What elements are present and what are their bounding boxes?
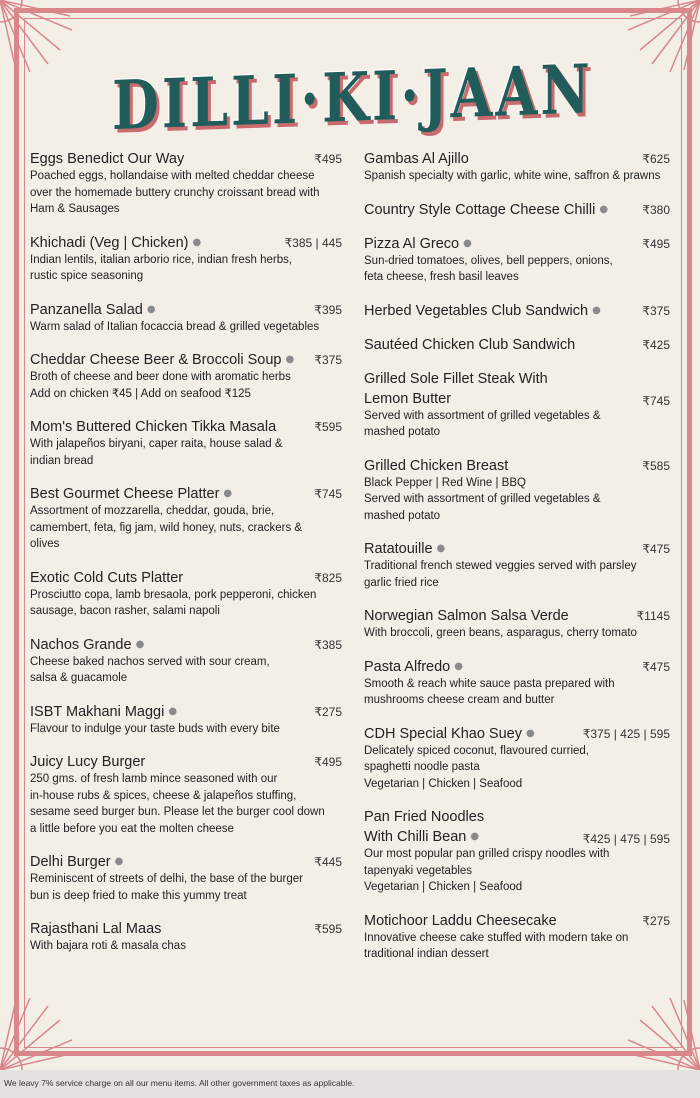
menu-item-name-block <box>30 483 232 503</box>
menu-item-description: With broccoli, green beans, asparagus, cherry tomato <box>364 627 637 639</box>
menu-item-description: Vegetarian | Chicken | Seafood <box>364 777 523 790</box>
menu-item-price: ₹395 <box>314 302 342 317</box>
menu-item-name-block <box>30 232 201 252</box>
menu-item-header <box>30 349 342 369</box>
menu-item-price: ₹385 <box>314 637 342 652</box>
menu-item-name: Panzanella Salad <box>30 301 143 318</box>
veg-dot-icon: ● <box>168 705 178 717</box>
menu-item-name-block <box>30 751 145 771</box>
menu-item-name-block <box>364 656 463 676</box>
menu-item-name: Grilled Sole Fillet Steak With <box>364 370 548 387</box>
menu-item-header <box>364 656 670 676</box>
menu-item-header <box>30 634 342 654</box>
menu-item-description: Reminiscent of streets of delhi, the base of the burger <box>30 873 303 885</box>
menu-item-name: Herbed Vegetables Club Sandwich <box>364 302 589 319</box>
menu-item <box>30 349 342 402</box>
menu-item-description: spaghetti noodle pasta <box>364 761 480 773</box>
menu-item-description: Served with assortment of grilled vegetables & <box>364 409 601 422</box>
menu-item-description: olives <box>30 538 60 550</box>
veg-dot-icon: ● <box>436 543 446 554</box>
menu-item-description: Poached eggs, hollandaise with melted cheddar cheese <box>30 170 315 182</box>
sunburst-corner-icon <box>0 0 72 72</box>
menu-item-name: Pasta Alfredo <box>364 658 451 675</box>
veg-dot-icon: ● <box>592 304 601 316</box>
menu-item-name: Country Style Cottage Cheese Chilli <box>364 201 596 218</box>
menu-item-description: With jalapeños biryani, caper raita, house salad & <box>30 438 283 450</box>
menu-item-name-block <box>30 701 177 721</box>
menu-item-name: Delhi Burger <box>30 854 111 870</box>
menu-item-name: Pan Fried Noodles <box>364 809 485 825</box>
menu-item-description: Warm salad of Italian focaccia bread & grilled vegetables <box>30 320 320 333</box>
menu-item-description: 250 gms. of fresh lamb mince seasoned with our <box>30 773 278 785</box>
menu-item <box>364 723 670 793</box>
menu-item-header <box>30 483 342 503</box>
menu-item-description: bun is deep fried to make this yummy treat <box>30 889 247 902</box>
menu-item <box>364 538 670 591</box>
menu-item-header <box>30 232 342 252</box>
menu-item-name-block <box>364 605 569 625</box>
menu-item <box>30 416 342 469</box>
veg-dot-icon: ● <box>599 203 609 215</box>
menu-item-name-block <box>30 634 144 654</box>
menu-item-description: sesame seed burger bun. Please let the burger cool down <box>30 806 325 818</box>
menu-item-header <box>30 851 342 871</box>
veg-dot-icon: ● <box>114 856 124 867</box>
menu-item-price: ₹475 <box>642 659 670 674</box>
menu-item-price: ₹275 <box>642 913 670 928</box>
menu-item-price: ₹745 <box>642 393 670 408</box>
menu-item-name: Eggs Benedict Our Way <box>30 151 185 167</box>
menu-item-description: Vegetarian | Chicken | Seafood <box>364 881 523 893</box>
menu-item-description: Assortment of mozzarella, cheddar, gouda, brie, <box>30 505 275 517</box>
menu-item-name-block <box>364 300 601 320</box>
menu-item-price: ₹495 <box>642 236 670 251</box>
menu-item-header <box>364 910 670 930</box>
menu-item <box>364 455 670 525</box>
menu-item-name: Khichadi (Veg | Chicken) <box>30 234 189 251</box>
menu-item-description: Add on chicken ₹45 | Add on seafood ₹125 <box>30 387 251 400</box>
menu-item-header <box>30 701 342 721</box>
menu-item <box>364 334 670 354</box>
sunburst-corner-icon <box>628 0 700 72</box>
menu-item-header <box>30 918 342 938</box>
menu-item-name-line2: With Chilli Bean <box>364 829 467 845</box>
menu-item-description: Ham & Sausages <box>30 203 120 215</box>
menu-item-name-block <box>364 233 472 253</box>
menu-item-price: ₹375 | 425 | 595 <box>582 726 670 741</box>
veg-dot-icon: ● <box>223 488 233 499</box>
menu-item-name-block <box>364 910 557 930</box>
menu-item-price: ₹495 <box>314 152 342 166</box>
menu-item-description: Our most popular pan grilled crispy noodles with <box>364 848 610 860</box>
menu-item-header <box>364 300 670 320</box>
menu-item-name: Nachos Grande <box>30 636 132 653</box>
menu-item-header <box>30 567 342 587</box>
menu-item-description: Broth of cheese and beer done with aromatic herbs <box>30 371 291 383</box>
veg-dot-icon: ● <box>525 727 535 739</box>
menu-item-name: ISBT Makhani Maggi <box>30 703 165 720</box>
menu-item-name: Mom's Buttered Chicken Tikka Masala <box>30 419 277 435</box>
menu-item-price: ₹1145 <box>636 609 670 623</box>
menu-item-name: Grilled Chicken Breast <box>364 457 509 474</box>
menu-item-name-block <box>30 416 276 436</box>
menu-column-right <box>364 148 670 977</box>
menu-item-description: camembert, feta, fig jam, wild honey, nuts, crackers & <box>30 521 303 534</box>
menu-item <box>364 300 670 320</box>
menu-item-price: ₹595 <box>314 922 342 936</box>
veg-dot-icon: ● <box>463 237 472 249</box>
menu-item-name-block <box>364 148 469 168</box>
menu-item-price: ₹445 <box>314 855 342 869</box>
menu-item-name-block <box>364 723 535 743</box>
menu-item <box>30 299 342 336</box>
menu-item-name-block <box>364 334 575 354</box>
menu-item-name: Exotic Cold Cuts Platter <box>30 569 184 586</box>
menu-item-price: ₹385 | 445 <box>284 235 342 250</box>
menu-item-name: Norwegian Salmon Salsa Verde <box>364 608 569 624</box>
menu-item-description: Spanish specialty with garlic, white wine, saffron & prawns <box>364 170 661 182</box>
menu-item-price: ₹275 <box>314 704 342 719</box>
menu-item <box>364 148 670 185</box>
menu-item-description: salsa & guacamole <box>30 672 128 684</box>
menu-item <box>30 634 342 687</box>
menu-title <box>112 48 593 146</box>
veg-dot-icon: ● <box>454 660 463 672</box>
menu-item-description: mushrooms cheese cream and butter <box>364 694 555 706</box>
menu-item-header <box>30 299 342 319</box>
menu-item <box>30 701 342 738</box>
menu-item-description: Innovative cheese cake stuffed with modern take on <box>364 931 629 944</box>
menu-item-description: over the homemade buttery crunchy croissant bread with <box>30 186 320 199</box>
menu-item <box>30 918 342 955</box>
menu-item-name: Juicy Lucy Burger <box>30 754 146 770</box>
menu-item-name-block <box>30 299 156 319</box>
menu-item-description: Prosciutto copa, lamb bresaola, pork pepperoni, chicken <box>30 588 317 601</box>
menu-item-description: garlic fried rice <box>364 576 439 589</box>
menu-item-header <box>30 416 342 436</box>
menu-item-description: With bajara roti & masala chas <box>30 940 186 952</box>
menu-item-price: ₹375 <box>642 303 670 318</box>
menu-item-name-block <box>364 455 508 475</box>
sunburst-corner-icon <box>628 998 700 1070</box>
menu-item-description: traditional indian dessert <box>364 948 489 960</box>
menu-item-description: tapenyaki vegetables <box>364 864 473 877</box>
menu-item <box>364 656 670 709</box>
menu-item-description: rustic spice seasoning <box>30 270 144 282</box>
menu-item-name-line2: Lemon Butter <box>364 390 452 407</box>
menu-item-description: mashed potato <box>364 426 441 438</box>
menu-item-header <box>30 148 342 168</box>
menu-item-header <box>364 723 670 743</box>
menu-item <box>30 148 342 218</box>
menu-item-header <box>364 368 670 408</box>
menu-item-header <box>364 199 670 219</box>
menu-item-description: sausage, bacon rasher, salami napoli <box>30 605 220 617</box>
menu-item-price: ₹425 | 475 | 595 <box>582 832 670 846</box>
menu-item-description: in-house rubs & spices, cheese & jalapeños stuffing, <box>30 789 297 802</box>
menu-title-text: DILLI·KI·JAAN <box>112 48 593 146</box>
menu-column-left <box>30 148 342 969</box>
menu-item-description: mashed potato <box>364 509 441 522</box>
menu-item-header <box>364 233 670 253</box>
menu-item-description: Served with assortment of grilled vegetables & <box>364 493 601 505</box>
menu-item-description: a little before you eat the molten cheese <box>30 822 234 835</box>
menu-item-price: ₹380 <box>642 202 670 217</box>
veg-dot-icon: ● <box>470 831 480 842</box>
menu-item-header <box>30 751 342 771</box>
menu-item-name-block <box>30 349 294 369</box>
veg-dot-icon: ● <box>146 303 156 315</box>
menu-item-price: ₹825 <box>314 570 342 585</box>
menu-item-description: indian bread <box>30 454 94 467</box>
menu-item-name: Gambas Al Ajillo <box>364 151 469 167</box>
menu-item-description: Delicately spiced coconut, flavoured curried, <box>364 744 590 757</box>
menu-item <box>364 910 670 963</box>
menu-item-header <box>364 605 670 625</box>
menu-item <box>30 751 342 837</box>
menu-item-price: ₹425 <box>642 337 670 352</box>
menu-item-name-block <box>364 368 548 408</box>
menu-item-description: Traditional french stewed veggies served with parsley <box>364 560 637 572</box>
menu-item <box>364 368 670 441</box>
menu-item-name: Ratatouille <box>364 541 433 557</box>
menu-item-header <box>364 148 670 168</box>
menu-item-name: Sautéed Chicken Club Sandwich <box>364 336 576 353</box>
veg-dot-icon: ● <box>285 354 295 365</box>
sunburst-corner-icon <box>0 998 72 1070</box>
menu-item <box>30 567 342 620</box>
menu-item-name: Motichoor Laddu Cheesecake <box>364 912 557 929</box>
menu-item-name-block <box>30 148 184 168</box>
menu-item-price: ₹475 <box>642 542 670 556</box>
menu-item-description: Sun-dried tomatoes, olives, bell peppers, onions, <box>364 254 613 267</box>
menu-item-name-block <box>364 538 445 558</box>
veg-dot-icon: ● <box>135 638 145 650</box>
menu-item <box>364 199 670 219</box>
menu-item <box>30 483 342 553</box>
menu-item-name: CDH Special Khao Suey <box>364 725 522 742</box>
menu-item <box>364 806 670 896</box>
menu-item <box>30 851 342 904</box>
menu-item-name: Cheddar Cheese Beer & Broccoli Soup <box>30 352 282 368</box>
menu-item-description: Indian lentils, italian arborio rice, indian fresh herbs, <box>30 253 293 266</box>
menu-item <box>364 233 670 286</box>
menu-item-price: ₹745 <box>314 487 342 501</box>
menu-item-header <box>364 538 670 558</box>
menu-item <box>364 605 670 642</box>
menu-item-name-block <box>364 199 608 219</box>
menu-item-price: ₹585 <box>642 458 670 473</box>
menu-item-name: Pizza Al Greco <box>364 235 460 252</box>
menu-item-description: feta cheese, fresh basil leaves <box>364 271 519 283</box>
menu-item <box>30 232 342 285</box>
menu-item-name-block <box>30 918 161 938</box>
menu-item-header <box>364 806 670 846</box>
service-charge-note: We leavy 7% service charge on all our menu items. All other government taxes as applicable. <box>4 1078 355 1088</box>
menu-item-price: ₹595 <box>314 420 342 434</box>
menu-item-name-block <box>364 806 484 846</box>
menu-item-description: Cheese baked nachos served with sour cream, <box>30 655 270 668</box>
menu-item-price: ₹625 <box>642 152 670 166</box>
menu-item-name: Best Gourmet Cheese Platter <box>30 486 220 502</box>
menu-item-description: Smooth & reach white sauce pasta prepared with <box>364 677 615 690</box>
menu-item-price: ₹375 <box>314 353 342 367</box>
menu-item-header <box>364 334 670 354</box>
menu-item-name-block <box>30 851 123 871</box>
veg-dot-icon: ● <box>192 236 202 248</box>
menu-item-description: Flavour to indulge your taste buds with every bite <box>30 722 280 735</box>
menu-item-name-block <box>30 567 183 587</box>
menu-item-name: Rajasthani Lal Maas <box>30 921 162 937</box>
menu-item-price: ₹495 <box>314 755 342 769</box>
menu-item-description: Black Pepper | Red Wine | BBQ <box>364 476 526 489</box>
menu-item-header <box>364 455 670 475</box>
